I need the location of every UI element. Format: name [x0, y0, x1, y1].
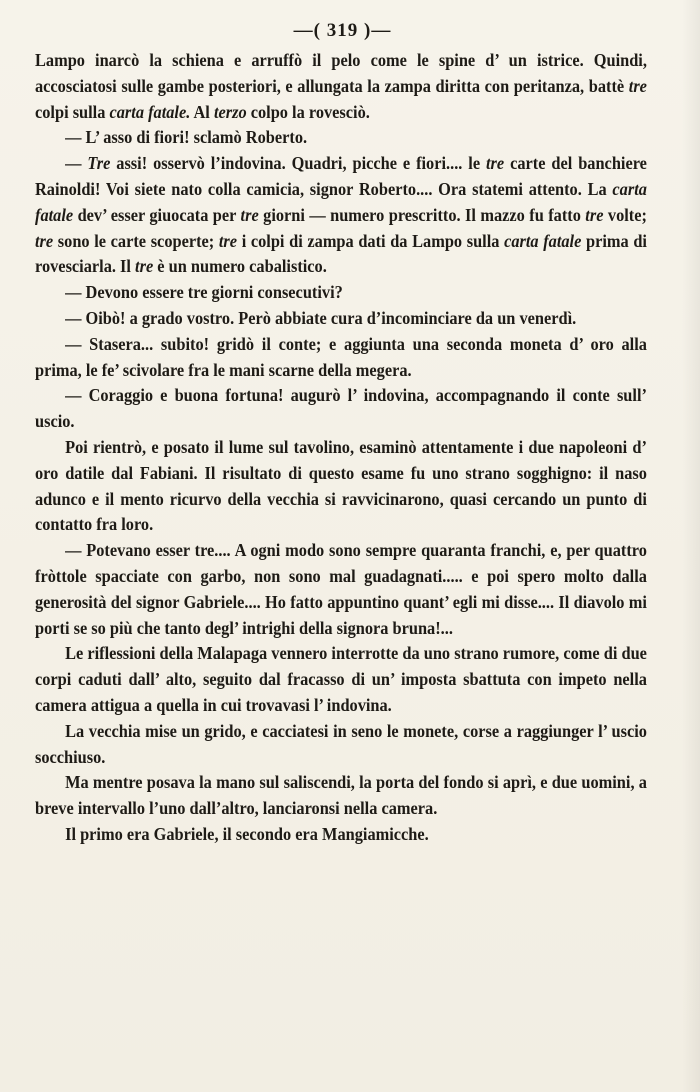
paragraph — [35, 822, 647, 848]
text-run: i colpi di zampa dati da Lampo sulla — [237, 230, 505, 251]
paragraph — [35, 306, 647, 332]
paragraph — [35, 48, 647, 125]
text-run: prima di rovesciarla. Il — [35, 230, 647, 277]
paragraph — [35, 435, 647, 538]
text-run: giorni — numero prescritto. Il mazzo fu fatto — [258, 204, 586, 225]
text-run: colpo la rovesciò. — [246, 101, 370, 122]
text-run: — Devono essere tre giorni consecutivi? — [65, 282, 343, 303]
italic-text: Tre — [87, 153, 111, 174]
text-run: Il primo era Gabriele, il secondo era Mangiamicche. — [65, 823, 429, 844]
italic-text: carta fatale — [504, 230, 582, 251]
text-run: è un numero cabalistico. — [153, 256, 327, 277]
paragraph — [35, 383, 647, 435]
italic-text: carta fatale. — [109, 101, 191, 122]
text-run: sono le carte scoperte; — [53, 230, 219, 251]
italic-text: tre — [240, 204, 259, 225]
text-run: volte; — [603, 204, 647, 225]
page-body-text — [35, 48, 647, 848]
italic-text: tre — [35, 230, 54, 251]
text-run: Al — [190, 101, 214, 122]
paragraph — [35, 719, 647, 771]
text-run: Le riflessioni della Malapaga vennero interrotte da uno strano rumore, come di due corpi caduti dall’ alto, seguito dal fracasso di un’ imposta sbattuta con impeto nella camera attigua a quella in cui trovavasi l’ indovina. — [35, 643, 647, 715]
text-run: — Stasera... subito! gridò il conte; e aggiunta una seconda moneta d’ oro alla prima, le fe’ scivolare fra le mani scarne della megera. — [35, 333, 647, 380]
italic-text: tre — [486, 153, 505, 174]
paragraph — [35, 151, 647, 280]
paragraph — [35, 125, 647, 151]
italic-text: tre — [585, 204, 604, 225]
text-run: colpi sulla — [35, 101, 110, 122]
text-run: — L’ asso di fiori! sclamò Roberto. — [65, 127, 308, 148]
text-run: assi! osservò l’indovina. Quadri, picche e fiori.... le — [110, 153, 487, 174]
text-run: — — [65, 153, 88, 174]
text-run: — Potevano esser tre.... A ogni modo sono sempre quaranta franchi, e, per quattro fròttole spacciate con garbo, non sono mal guadagnati..... e poi spero molto dalla generosità del signor Gabriele.... Ho fatto appuntino quant’ egli mi disse.... Il diavolo mi porti se so più che tanto degl’ intrighi della signora bruna!... — [35, 540, 647, 638]
paragraph — [35, 641, 647, 718]
text-run: dev’ esser giuocata per — [73, 204, 241, 225]
italic-text: tre — [218, 230, 238, 251]
text-run: — Coraggio e buona fortuna! augurò l’ indovina, accompagnando il conte sull’ uscio. — [35, 385, 647, 432]
text-run: Poi rientrò, e posato il lume sul tavolino, esaminò attentamente i due napoleoni d’ oro datile dal Fabiani. Il risultato di questo esame fu uno strano sogghigno: il naso adunco e il mento ricurvo della vecchia si ravvicinarono, quasi cercando un punto di contatto fra loro. — [35, 436, 647, 535]
italic-text: tre — [135, 256, 154, 277]
page-number: —( 319 )— — [293, 20, 392, 41]
text-run: La vecchia mise un grido, e cacciatesi in seno le monete, corse a raggiunger l’ uscio socchiuso. — [35, 720, 647, 767]
paragraph — [35, 280, 647, 306]
text-run: Lampo inarcò la schiena e arruffò il pelo come le spine d’ un istrice. Quindi, accosciatosi sulle gambe posteriori, e allungata la zampa diritta con peritanza, battè — [35, 50, 647, 96]
paragraph — [35, 332, 647, 384]
text-run: carte del banchiere Rainoldi! Voi siete nato colla camicia, signor Roberto.... Ora statemi attento. La — [35, 153, 647, 199]
italic-text: terzo — [213, 101, 247, 122]
italic-text: tre — [628, 75, 647, 96]
paragraph — [35, 770, 647, 822]
text-run: Ma mentre posava la mano sul saliscendi, la porta del fondo si aprì, e due uomini, a breve intervallo l’uno dall’altro, lanciaronsi nella camera. — [35, 772, 647, 819]
text-run: — Oibò! a grado vostro. Però abbiate cura d’incominciare da un venerdì. — [65, 307, 577, 328]
paragraph — [35, 538, 647, 641]
italic-text: carta fatale — [35, 178, 647, 225]
page-fold-shadow — [682, 0, 700, 1092]
